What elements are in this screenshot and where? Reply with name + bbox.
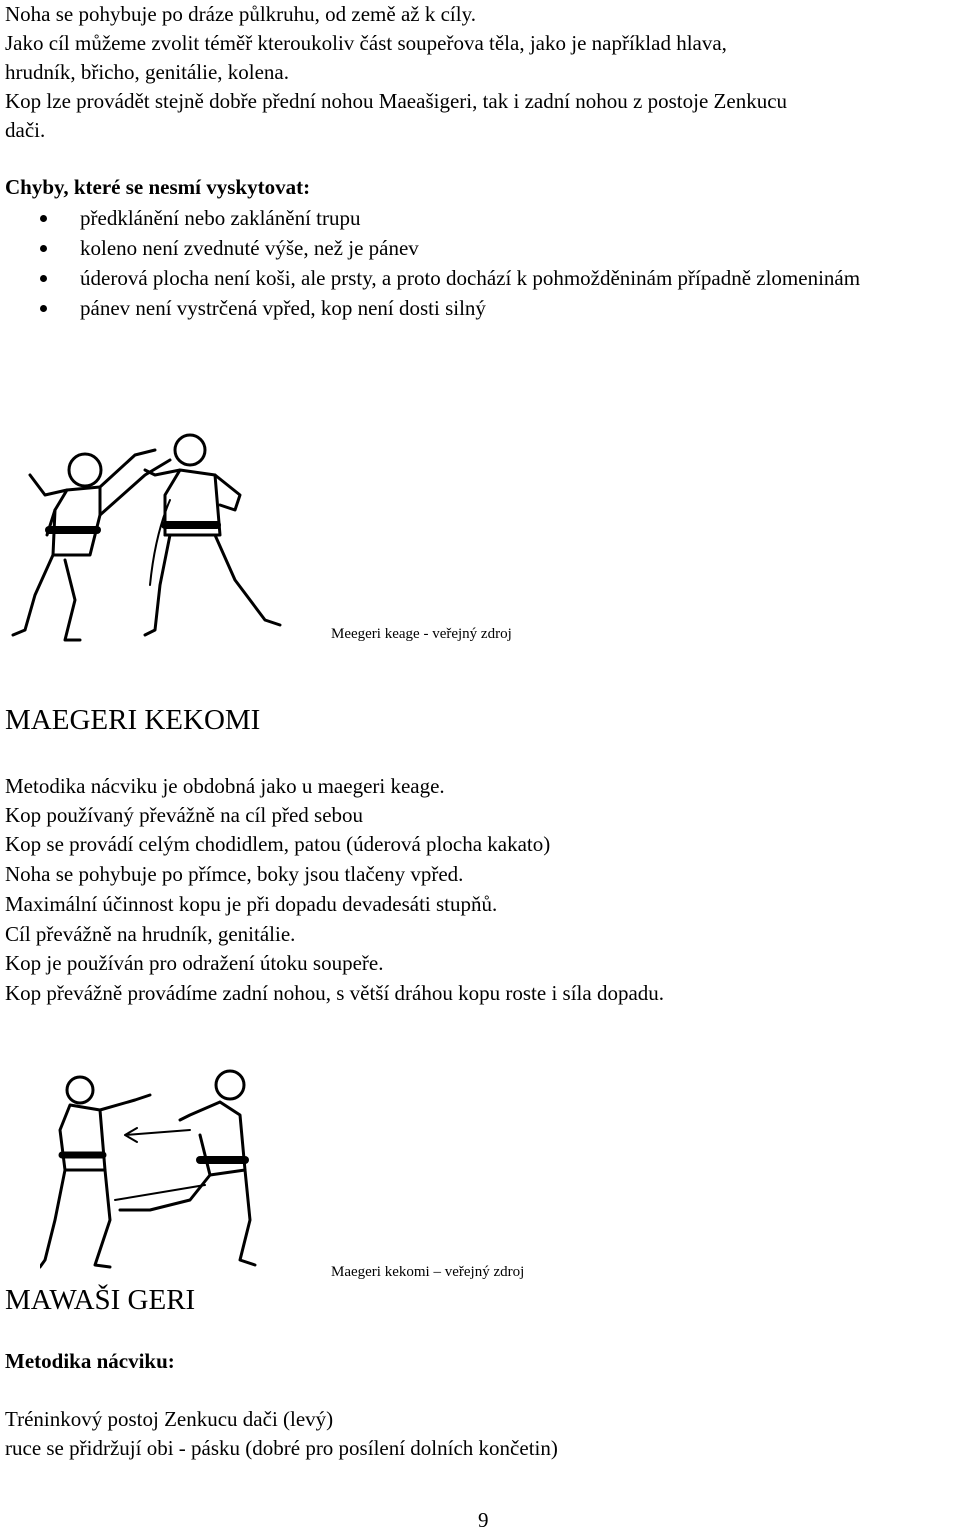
- list-item-text: úderová plocha není koši, ale prsty, a proto dochází k pohmožděninám případně zlomeninám: [80, 266, 861, 290]
- bullet-icon: [40, 275, 47, 282]
- section3-line: Tréninkový postoj Zenkucu dači (levý): [5, 1407, 334, 1431]
- section2-line: Kop používaný převážně na cíl před sebou: [5, 803, 364, 827]
- list-item-text: koleno není zvednuté výše, než je pánev: [80, 236, 419, 260]
- list-item: [40, 203, 940, 233]
- section3-line: ruce se přidržují obi - pásku (dobré pro posílení dolních končetin): [5, 1436, 558, 1460]
- list-item: [40, 233, 940, 263]
- intro-line: Noha se pohybuje po dráze půlkruhu, od země až k cíly.: [5, 2, 476, 26]
- section2-title: MAEGERI KEKOMI: [5, 704, 261, 736]
- bullet-icon: [40, 305, 47, 312]
- section3-title: MAWAŠI GERI: [5, 1284, 196, 1316]
- section2-line: Noha se pohybuje po přímce, boky jsou tlačeny vpřed.: [5, 862, 464, 886]
- section2-line: Kop je používán pro odražení útoku soupeře.: [5, 951, 384, 975]
- intro-line: dači.: [5, 118, 46, 142]
- figure1-caption: Meegeri keage - veřejný zdroj: [331, 626, 512, 642]
- list-item: [40, 263, 920, 293]
- section2-line: Kop převážně provádíme zadní nohou, s větší dráhou kopu roste i síla dopadu.: [5, 981, 665, 1005]
- intro-line: Kop lze provádět stejně dobře přední nohou Maeašigeri, tak i zadní nohou z postoje Zenkucu: [5, 89, 788, 113]
- section2-line: Kop se provádí celým chodidlem, patou (úderová plocha kakato): [5, 832, 551, 856]
- maegeri-keage-illustration: [5, 415, 305, 645]
- section2-line: Maximální účinnost kopu je při dopadu devadesáti stupňů.: [5, 892, 498, 916]
- intro-line: hrudník, břicho, genitálie, kolena.: [5, 60, 290, 84]
- errors-list: [40, 203, 940, 323]
- maegeri-kekomi-illustration: [40, 1060, 260, 1275]
- figure2-caption: Maegeri kekomi – veřejný zdroj: [331, 1264, 525, 1280]
- intro-line: Jako cíl můžeme zvolit téměř kteroukoliv část soupeřova těla, jako je například hlava,: [5, 31, 727, 55]
- list-item: [40, 293, 940, 323]
- list-item-text: pánev není vystrčená vpřed, kop není dosti silný: [80, 296, 486, 320]
- errors-heading: Chyby, které se nesmí vyskytovat:: [5, 175, 311, 199]
- bullet-icon: [40, 215, 47, 222]
- section2-line: Cíl převážně na hrudník, genitálie.: [5, 922, 296, 946]
- section2-line: Metodika nácviku je obdobná jako u maegeri keage.: [5, 774, 445, 798]
- bullet-icon: [40, 245, 47, 252]
- list-item-text: předklánění nebo zaklánění trupu: [80, 206, 361, 230]
- page-number: 9: [478, 1508, 489, 1532]
- section3-subheading: Metodika nácviku:: [5, 1349, 175, 1373]
